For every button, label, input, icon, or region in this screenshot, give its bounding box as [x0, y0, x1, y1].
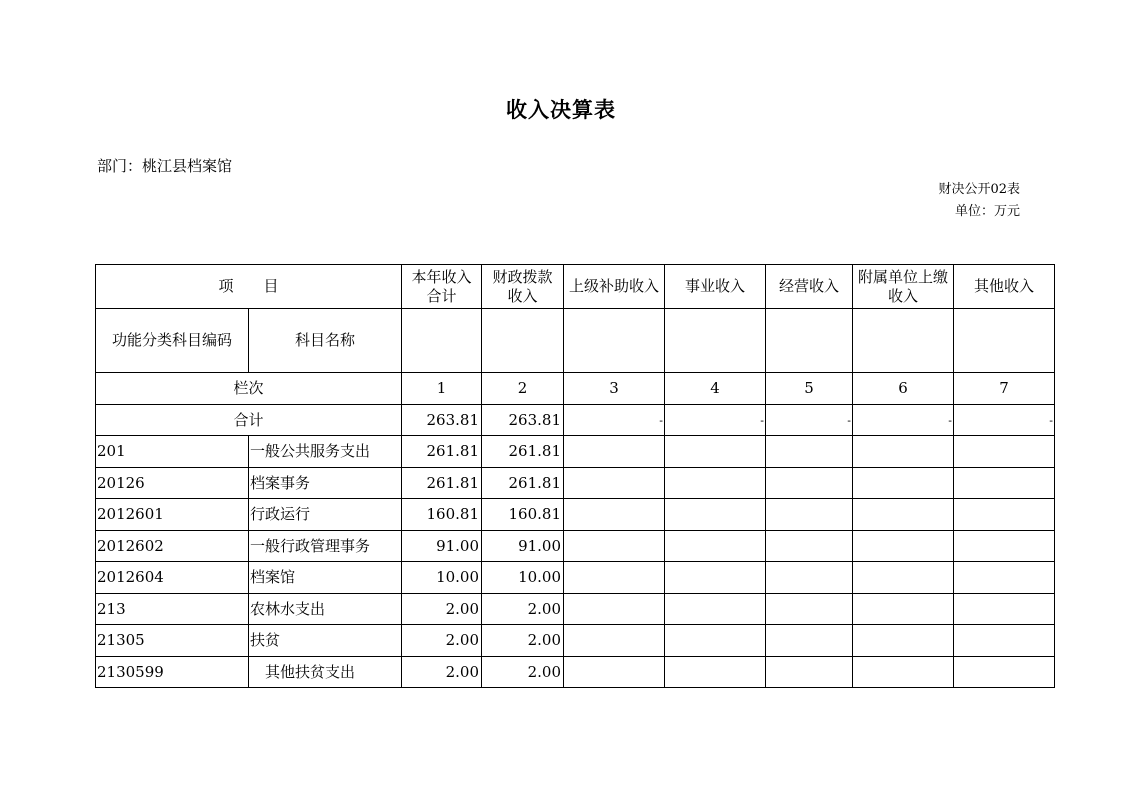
empty-cell — [564, 436, 665, 468]
total-label: 合计 — [96, 405, 402, 436]
fiscal-cell: 10.00 — [482, 562, 564, 594]
empty-cell — [564, 625, 665, 657]
empty-cell — [564, 562, 665, 594]
empty-cell — [853, 625, 954, 657]
header-total — [402, 265, 482, 309]
col-num: 1 — [402, 373, 482, 405]
empty-cell — [954, 531, 1055, 562]
col-num: 3 — [564, 373, 665, 405]
col-num: 5 — [766, 373, 853, 405]
fiscal-cell: 160.81 — [482, 499, 564, 531]
header-affiliated-line1: 附属单位上缴 — [858, 267, 949, 286]
empty-cell — [954, 594, 1055, 625]
header-superior: 上级补助收入 — [564, 265, 665, 309]
header-name: 科目名称 — [249, 309, 402, 373]
empty-cell — [954, 562, 1055, 594]
column-index-label: 栏次 — [96, 373, 402, 405]
empty-cell — [954, 625, 1055, 657]
header-business: 事业收入 — [665, 265, 766, 309]
fiscal-cell: 2.00 — [482, 594, 564, 625]
empty-cell — [766, 562, 853, 594]
empty-cell — [482, 309, 564, 373]
table-row — [96, 499, 1055, 531]
code-cell: 201 — [96, 436, 249, 468]
empty-cell — [564, 531, 665, 562]
code-cell: 2012601 — [96, 499, 249, 531]
empty-cell — [564, 309, 665, 373]
unit-label: 单位：万元 — [954, 204, 1020, 219]
empty-cell — [853, 657, 954, 688]
header-code: 功能分类科目编码 — [96, 309, 249, 373]
business-cell: - — [665, 405, 766, 436]
empty-cell — [766, 531, 853, 562]
report-title: 收入决算表 — [506, 97, 616, 122]
name-cell: 农林水支出 — [249, 594, 402, 625]
header-operating: 经营收入 — [766, 265, 853, 309]
empty-cell — [402, 309, 482, 373]
empty-cell — [564, 594, 665, 625]
fiscal-cell: 91.00 — [482, 531, 564, 562]
empty-cell — [564, 499, 665, 531]
total-cell: 261.81 — [402, 468, 482, 499]
col-num: 6 — [853, 373, 954, 405]
operating-cell: - — [766, 405, 853, 436]
header-affiliated — [853, 265, 954, 309]
total-cell: 261.81 — [402, 436, 482, 468]
fiscal-cell: 2.00 — [482, 657, 564, 688]
table-row — [96, 625, 1055, 657]
empty-cell — [665, 657, 766, 688]
empty-cell — [954, 657, 1055, 688]
header-fiscal — [482, 265, 564, 309]
empty-cell — [853, 468, 954, 499]
column-index-row — [96, 373, 1055, 405]
total-cell: 91.00 — [402, 531, 482, 562]
name-cell: 档案事务 — [249, 468, 402, 499]
code-cell: 2130599 — [96, 657, 249, 688]
empty-cell — [954, 436, 1055, 468]
code-cell: 21305 — [96, 625, 249, 657]
empty-cell — [665, 436, 766, 468]
table-row — [96, 657, 1055, 688]
table-row — [96, 468, 1055, 499]
name-cell: 扶贫 — [249, 625, 402, 657]
code-cell: 213 — [96, 594, 249, 625]
code-cell: 20126 — [96, 468, 249, 499]
total-cell: 160.81 — [402, 499, 482, 531]
header-fiscal-line2: 收入 — [507, 286, 538, 305]
fiscal-cell: 261.81 — [482, 468, 564, 499]
fiscal-cell: 263.81 — [482, 405, 564, 436]
empty-cell — [853, 309, 954, 373]
empty-cell — [665, 499, 766, 531]
other-cell: - — [954, 405, 1055, 436]
empty-cell — [766, 657, 853, 688]
empty-cell — [766, 625, 853, 657]
empty-cell — [665, 309, 766, 373]
fiscal-cell: 2.00 — [482, 625, 564, 657]
header-total-line1: 本年收入 — [411, 267, 472, 286]
empty-cell — [853, 594, 954, 625]
empty-cell — [766, 499, 853, 531]
empty-cell — [665, 468, 766, 499]
header-total-line2: 合计 — [426, 286, 457, 305]
form-number: 财决公开02表 — [938, 182, 1020, 197]
empty-cell — [954, 499, 1055, 531]
table-row — [96, 562, 1055, 594]
code-cell: 2012604 — [96, 562, 249, 594]
income-table — [95, 264, 1055, 688]
total-cell: 263.81 — [402, 405, 482, 436]
empty-cell — [954, 468, 1055, 499]
col-num: 2 — [482, 373, 564, 405]
empty-cell — [564, 657, 665, 688]
empty-cell — [766, 436, 853, 468]
fiscal-cell: 261.81 — [482, 436, 564, 468]
header-other: 其他收入 — [954, 265, 1055, 309]
name-cell: 一般行政管理事务 — [249, 531, 402, 562]
table-row — [96, 531, 1055, 562]
empty-cell — [853, 562, 954, 594]
empty-cell — [766, 309, 853, 373]
total-cell: 2.00 — [402, 657, 482, 688]
empty-cell — [665, 594, 766, 625]
empty-cell — [665, 562, 766, 594]
code-cell: 2012602 — [96, 531, 249, 562]
name-cell: 其他扶贫支出 — [249, 657, 402, 688]
department-label: 部门：桃江县档案馆 — [97, 157, 233, 175]
total-cell: 2.00 — [402, 625, 482, 657]
total-cell: 2.00 — [402, 594, 482, 625]
total-cell: 10.00 — [402, 562, 482, 594]
empty-cell — [954, 309, 1055, 373]
empty-cell — [853, 499, 954, 531]
empty-cell — [766, 468, 853, 499]
empty-cell — [665, 625, 766, 657]
empty-cell — [766, 594, 853, 625]
empty-cell — [853, 436, 954, 468]
empty-cell — [853, 531, 954, 562]
subheader-row — [96, 309, 1055, 373]
table-row — [96, 436, 1055, 468]
header-affiliated-line2: 收入 — [888, 286, 919, 305]
affiliated-cell: - — [853, 405, 954, 436]
name-cell: 行政运行 — [249, 499, 402, 531]
table-row — [96, 594, 1055, 625]
superior-cell: - — [564, 405, 665, 436]
name-cell: 一般公共服务支出 — [249, 436, 402, 468]
col-num: 7 — [954, 373, 1055, 405]
header-row — [96, 265, 1055, 309]
total-row — [96, 405, 1055, 436]
empty-cell — [665, 531, 766, 562]
name-cell: 档案馆 — [249, 562, 402, 594]
col-num: 4 — [665, 373, 766, 405]
empty-cell — [564, 468, 665, 499]
header-fiscal-line1: 财政拨款 — [492, 267, 553, 286]
header-item: 项 目 — [96, 265, 402, 309]
